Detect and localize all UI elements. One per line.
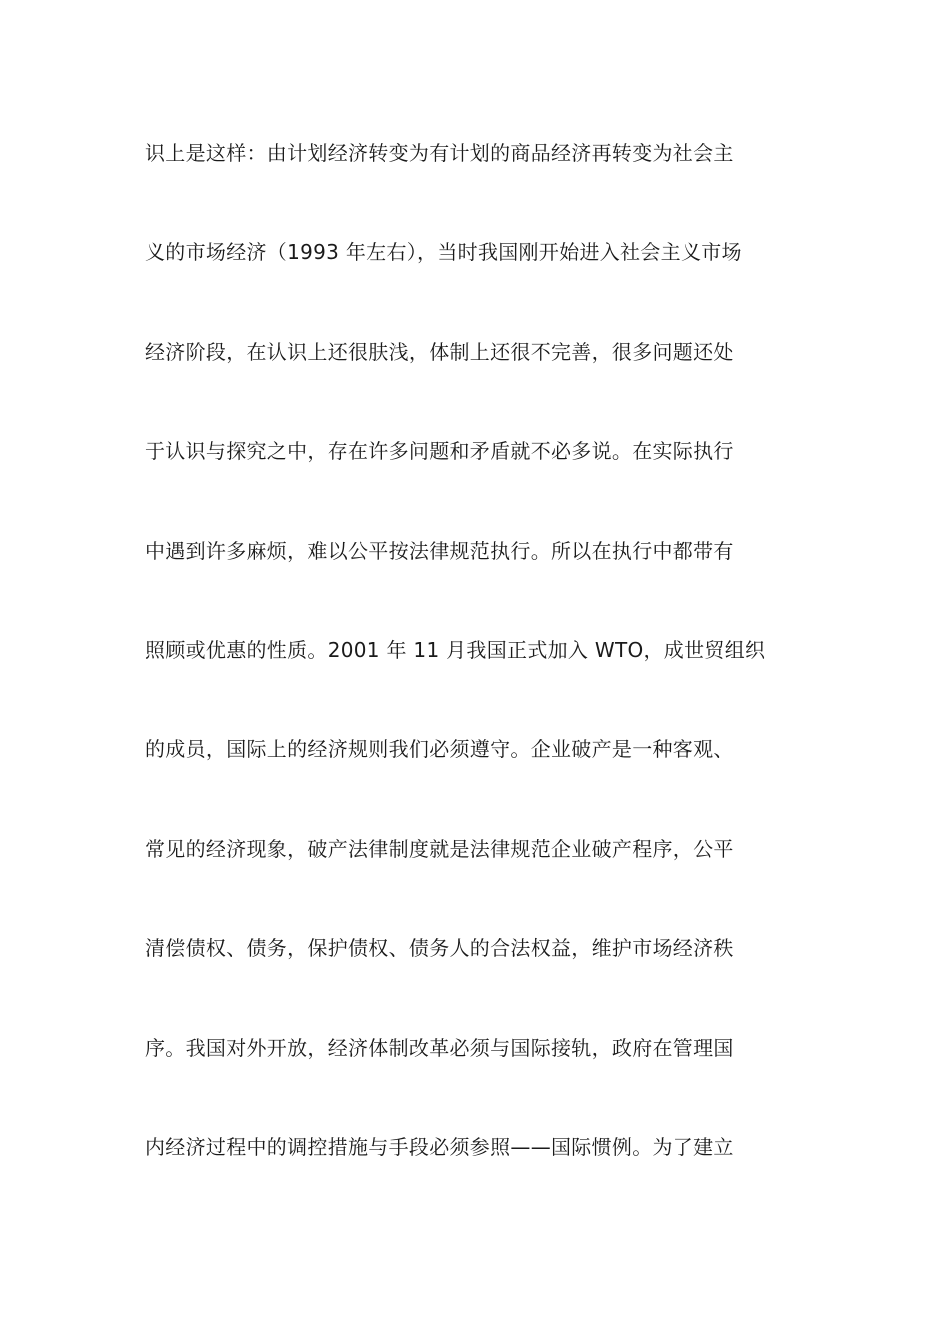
paragraph-line: 经济阶段，在认识上还很肤浅，体制上还很不完善，很多问题还处 <box>145 340 734 364</box>
paragraph-line: 清偿债权、债务，保护债权、债务人的合法权益，维护市场经济秩 <box>145 936 734 960</box>
paragraph-line: 内经济过程中的调控措施与手段必须参照——国际惯例。为了建立 <box>145 1135 734 1159</box>
paragraph-line: 中遇到许多麻烦，难以公平按法律规范执行。所以在执行中都带有 <box>145 539 734 563</box>
paragraph-line: 序。我国对外开放，经济体制改革必须与国际接轨，政府在管理国 <box>145 1036 734 1060</box>
paragraph-line: 照顾或优惠的性质。2001 年 11 月我国正式加入 WTO，成世贸组织 <box>145 638 766 662</box>
paragraph-line: 义的市场经济（1993 年左右），当时我国刚开始进入社会主义市场 <box>145 240 742 264</box>
paragraph-line: 识上是这样：由计划经济转变为有计划的商品经济再转变为社会主 <box>145 141 734 165</box>
paragraph-line: 常见的经济现象，破产法律制度就是法律规范企业破产程序，公平 <box>145 837 734 861</box>
paragraph-line: 于认识与探究之中，存在许多问题和矛盾就不必多说。在实际执行 <box>145 439 734 463</box>
paragraph-line: 的成员，国际上的经济规则我们必须遵守。企业破产是一种客观、 <box>145 737 734 761</box>
